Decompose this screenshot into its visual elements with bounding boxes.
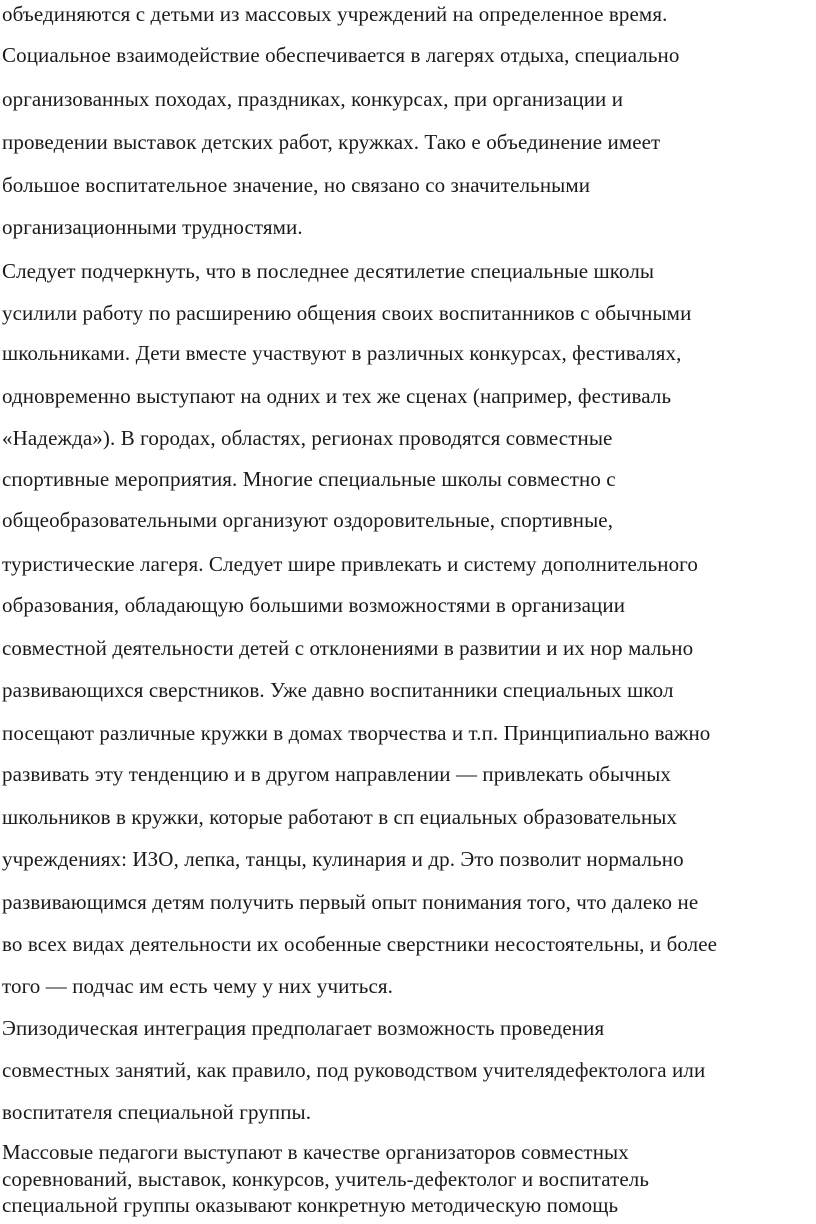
text-line: «Надежда»). В городах, областях, регионах проводятся совместные: [2, 426, 613, 450]
text-line: развивающихся сверстников. Уже давно воспитанники специальных школ: [2, 678, 674, 702]
text-line: проведении выставок детских работ, кружках. Тако е объединение имеет: [2, 130, 661, 154]
text-line: посещают различные кружки в домах творчества и т.п. Принципиально важно: [2, 721, 711, 745]
text-line: учреждениях: ИЗО, лепка, танцы, кулинария и др. Это позволит нормально: [2, 847, 684, 871]
text-line: объединяются с детьми из массовых учреждений на определенное время.: [2, 2, 668, 26]
text-line: Следует подчеркнуть, что в последнее десятилетие специальные школы: [2, 259, 655, 283]
text-line: развивать эту тенденцию и в другом направлении — привлекать обычных: [2, 762, 672, 786]
text-line: специальной группы оказывают конкретную методическую помощь: [2, 1193, 619, 1217]
text-line: совместных занятий, как правило, под руководством учителядефектолога или: [2, 1058, 706, 1082]
text-line: организационными трудностями.: [2, 215, 303, 239]
text-line: общеобразовательными организуют оздоровительные, спортивные,: [2, 508, 614, 532]
text-line: воспитателя специальной группы.: [2, 1100, 312, 1124]
text-line: одновременно выступают на одних и тех же сценах (например, фестиваль: [2, 384, 672, 408]
text-line: во всех видах деятельности их особенные сверстники несостоятельны, и более: [2, 932, 718, 956]
text-line: Массовые педагоги выступают в качестве организаторов совместных: [2, 1140, 629, 1164]
text-line: совместной деятельности детей с отклонениями в развитии и их нор мально: [2, 636, 694, 660]
text-line: соревнований, выставок, конкурсов, учитель-дефектолог и воспитатель: [2, 1167, 650, 1191]
text-line: спортивные мероприятия. Многие специальные школы совместно с: [2, 467, 616, 491]
text-line: образования, обладающую большими возможностями в организации: [2, 593, 626, 617]
text-line: Социальное взаимодействие обеспечивается в лагерях отдыха, специально: [2, 43, 680, 67]
text-line: развивающимся детям получить первый опыт понимания того, что далеко не: [2, 890, 699, 914]
text-line: школьниками. Дети вместе участвуют в различных конкурсах, фестивалях,: [2, 341, 682, 365]
text-line: усилили работу по расширению общения своих воспитанников с обычными: [2, 301, 692, 325]
text-line: организованных походах, праздниках, конкурсах, при организации и: [2, 87, 624, 111]
text-line: школьников в кружки, которые работают в сп ециальных образовательных: [2, 805, 678, 829]
text-line: большое воспитательное значение, но связано со значительными: [2, 173, 591, 197]
text-line: туристические лагеря. Следует шире привлекать и систему дополнительного: [2, 552, 698, 576]
text-line: того — подчас им есть чему у них учиться.: [2, 974, 393, 998]
text-line: Эпизодическая интеграция предполагает возможность проведения: [2, 1016, 605, 1040]
